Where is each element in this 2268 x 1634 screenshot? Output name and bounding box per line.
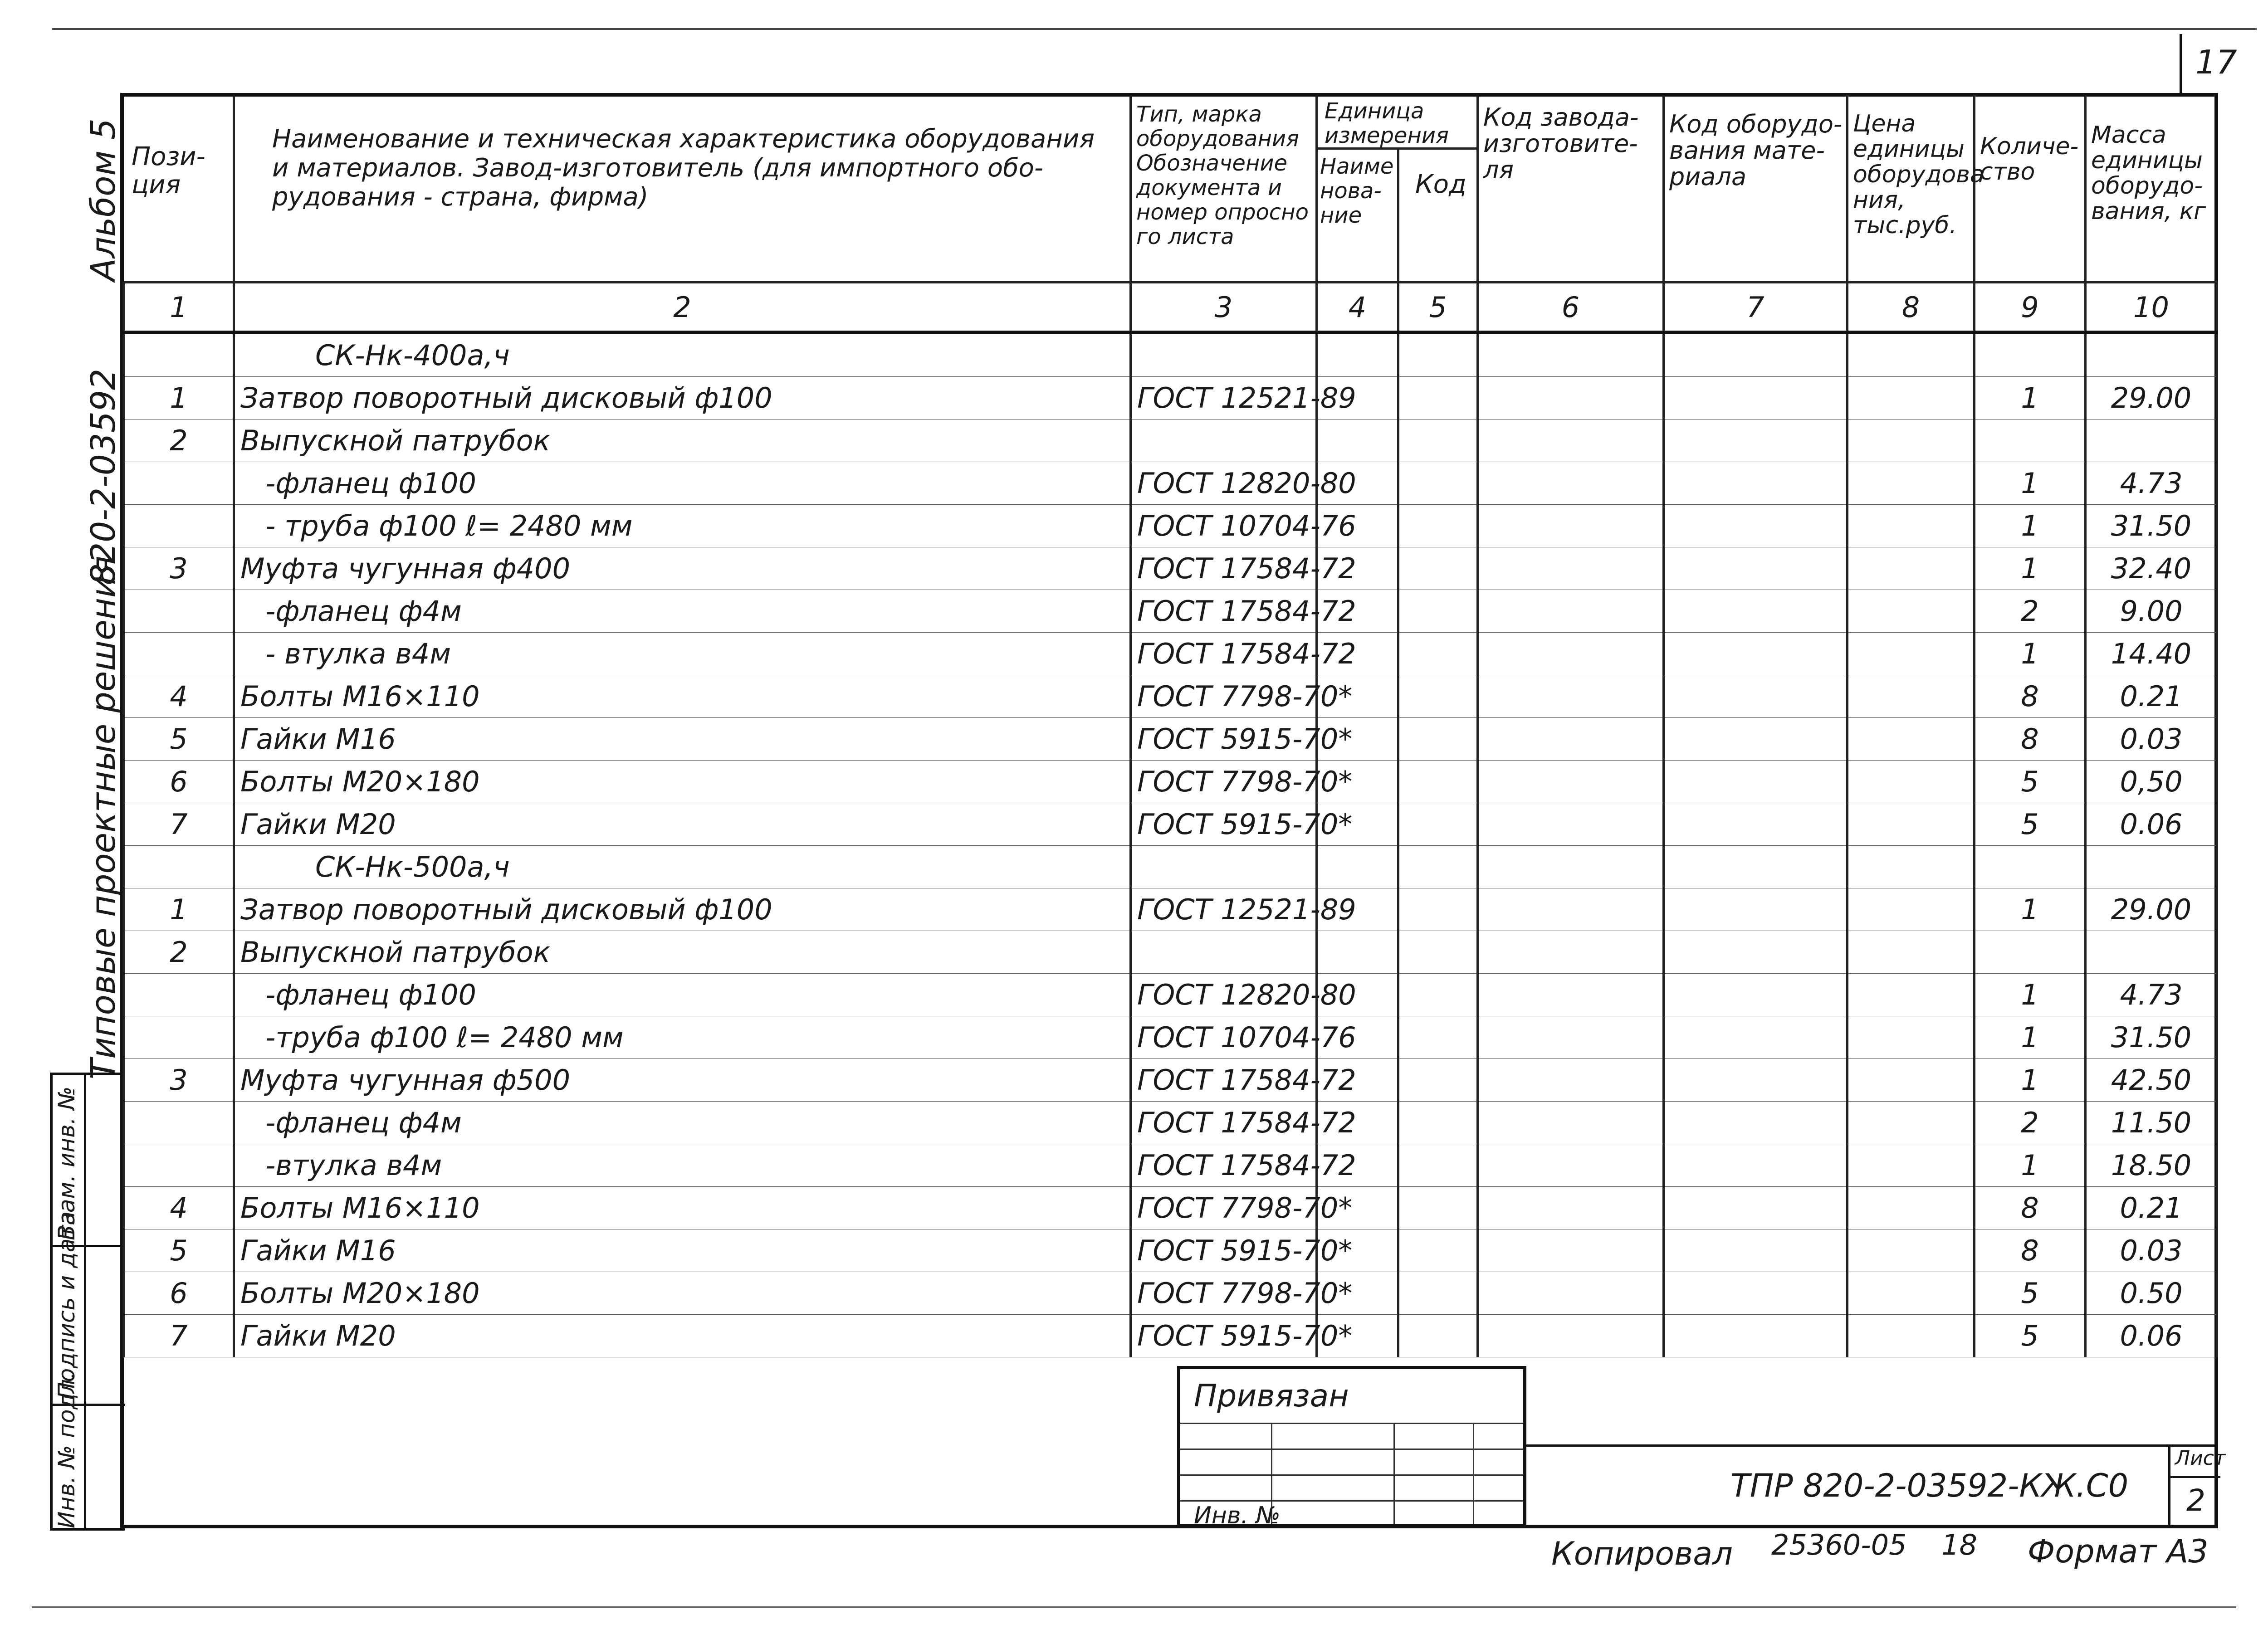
row-name: Болты М20×180 (234, 1272, 1131, 1315)
row-quantity: 1 (1975, 1144, 2086, 1187)
inv-original-label: Инв. № подл. (54, 1372, 80, 1528)
empty-cell (1478, 888, 1664, 931)
empty-cell (1478, 1187, 1664, 1229)
column-number-row (124, 283, 2217, 333)
row-name: Гайки М16 (234, 1229, 1131, 1272)
empty-cell (1398, 846, 1478, 888)
row-quantity: 1 (1975, 547, 2086, 590)
row-document (1131, 419, 1317, 462)
empty-cell (1398, 803, 1478, 846)
table-row (124, 1187, 2217, 1229)
empty-cell (1664, 590, 1848, 633)
row-position: 3 (124, 547, 234, 590)
row-document: ГОСТ 7798-70* (1131, 675, 1317, 718)
row-position (124, 590, 234, 633)
row-name: -втулка в4м (234, 1144, 1131, 1187)
empty-cell (1848, 1272, 1975, 1315)
row-document: ГОСТ 12521-89 (1131, 377, 1317, 419)
row-name: Болты М16×110 (234, 1187, 1131, 1229)
row-position: 4 (124, 675, 234, 718)
row-position (124, 633, 234, 675)
row-position: 6 (124, 761, 234, 803)
header-factory-code: Код завода- изготовите- ля (1483, 103, 1639, 184)
table-row (124, 1016, 2217, 1059)
row-name: Затвор поворотный дисковый ф100 (234, 888, 1131, 931)
empty-cell (1317, 419, 1398, 462)
colnum: 2 (234, 283, 1131, 333)
row-quantity: 8 (1975, 1229, 2086, 1272)
row-position: 2 (124, 419, 234, 462)
row-quantity: 5 (1975, 803, 2086, 846)
project-code: 820-2-03592 (84, 368, 123, 585)
empty-cell (1398, 1272, 1478, 1315)
header-position: Пози- ция (132, 142, 205, 200)
empty-cell (1398, 462, 1478, 505)
empty-cell (1478, 1016, 1664, 1059)
header-mass: Масса единицы оборудо- вания, кг (2091, 122, 2206, 225)
row-name: Болты М20×180 (234, 761, 1131, 803)
row-mass: 29.00 (2086, 377, 2217, 419)
header-unit-code: Код (1415, 170, 1466, 199)
row-position: 5 (124, 1229, 234, 1272)
empty-cell (1398, 332, 1478, 377)
row-position: 4 (124, 1187, 234, 1229)
row-document: ГОСТ 17584-72 (1131, 547, 1317, 590)
document-designation: ТПР 820-2-03592-КЖ.С0 (1730, 1467, 2129, 1504)
row-document: ГОСТ 12521-89 (1131, 888, 1317, 931)
table-row (124, 888, 2217, 931)
row-quantity: 1 (1975, 1016, 2086, 1059)
row-quantity: 5 (1975, 1315, 2086, 1357)
footer-order: 25360-05 (1771, 1528, 1907, 1561)
row-document: ГОСТ 12820-80 (1131, 462, 1317, 505)
row-mass: 0.06 (2086, 803, 2217, 846)
sheet-number: 2 (2186, 1483, 2205, 1518)
row-name: СК-Нк-500а,ч (234, 846, 1131, 888)
empty-cell (1478, 633, 1664, 675)
empty-cell (1478, 332, 1664, 377)
row-name: -фланец ф100 (234, 462, 1131, 505)
empty-cell (1478, 1102, 1664, 1144)
empty-cell (1848, 803, 1975, 846)
row-mass (2086, 332, 2217, 377)
row-document: ГОСТ 5915-70* (1131, 718, 1317, 761)
empty-cell (1478, 1315, 1664, 1357)
empty-cell (1478, 1272, 1664, 1315)
empty-cell (1317, 846, 1398, 888)
row-quantity: 2 (1975, 1102, 2086, 1144)
row-name: Выпускной патрубок (234, 419, 1131, 462)
empty-cell (1664, 1272, 1848, 1315)
empty-cell (1664, 931, 1848, 974)
empty-cell (1848, 888, 1975, 931)
empty-cell (1317, 931, 1398, 974)
table-row (124, 974, 2217, 1016)
table-row (124, 1315, 2217, 1357)
signature-date-label: Подпись и дата (54, 1211, 80, 1399)
row-name: Выпускной патрубок (234, 931, 1131, 974)
empty-cell (1664, 675, 1848, 718)
row-quantity: 1 (1975, 377, 2086, 419)
row-quantity: 8 (1975, 718, 2086, 761)
table-row (124, 590, 2217, 633)
empty-cell (1848, 718, 1975, 761)
empty-cell (1398, 1144, 1478, 1187)
table-row (124, 547, 2217, 590)
empty-cell (1398, 377, 1478, 419)
row-document: ГОСТ 5915-70* (1131, 1229, 1317, 1272)
header-type: Тип, марка оборудования Обозначение документа и номер опросно го листа (1136, 102, 1309, 249)
empty-cell (1848, 547, 1975, 590)
row-name: -труба ф100 ℓ= 2480 мм (234, 1016, 1131, 1059)
empty-cell (1478, 675, 1664, 718)
empty-cell (1317, 332, 1398, 377)
table-row (124, 1059, 2217, 1102)
colnum: 1 (124, 283, 234, 333)
table-row (124, 633, 2217, 675)
empty-cell (1664, 419, 1848, 462)
footer-order-number: 18 (1941, 1528, 1977, 1561)
empty-cell (1664, 547, 1848, 590)
row-mass (2086, 931, 2217, 974)
table-row (124, 675, 2217, 718)
row-document: ГОСТ 17584-72 (1131, 633, 1317, 675)
empty-cell (1398, 1315, 1478, 1357)
table-row (124, 761, 2217, 803)
empty-cell (1848, 377, 1975, 419)
row-name: Болты М16×110 (234, 675, 1131, 718)
empty-cell (1664, 803, 1848, 846)
row-name: Гайки М16 (234, 718, 1131, 761)
table-row (124, 846, 2217, 888)
empty-cell (1848, 1102, 1975, 1144)
row-document: ГОСТ 17584-72 (1131, 590, 1317, 633)
strip-divider (84, 1073, 86, 1531)
row-position: 1 (124, 377, 234, 419)
row-mass: 11.50 (2086, 1102, 2217, 1144)
row-position: 7 (124, 1315, 234, 1357)
row-document: ГОСТ 7798-70* (1131, 1272, 1317, 1315)
specification-table (122, 281, 2218, 1357)
empty-cell (1478, 1059, 1664, 1102)
row-quantity: 1 (1975, 505, 2086, 547)
table-row (124, 419, 2217, 462)
table-row (124, 1102, 2217, 1144)
colnum: 6 (1478, 283, 1664, 333)
empty-cell (1848, 332, 1975, 377)
colnum: 4 (1317, 283, 1398, 333)
empty-cell (1478, 1144, 1664, 1187)
row-document (1131, 931, 1317, 974)
empty-cell (1398, 675, 1478, 718)
row-name: СК-Нк-400а,ч (234, 332, 1131, 377)
row-quantity (1975, 846, 2086, 888)
row-mass: 0.03 (2086, 1229, 2217, 1272)
binding-stamp-title: Привязан (1194, 1378, 1349, 1414)
empty-cell (1848, 1229, 1975, 1272)
footer-format: Формат А3 (2028, 1533, 2209, 1570)
row-position (124, 974, 234, 1016)
empty-cell (1478, 846, 1664, 888)
empty-cell (1398, 718, 1478, 761)
row-mass: 0.21 (2086, 1187, 2217, 1229)
sheet-box (2168, 1444, 2226, 1527)
row-mass: 4.73 (2086, 462, 2217, 505)
empty-cell (1848, 462, 1975, 505)
empty-cell (1478, 974, 1664, 1016)
empty-cell (1478, 1229, 1664, 1272)
row-mass: 0.03 (2086, 718, 2217, 761)
empty-cell (1848, 505, 1975, 547)
colnum: 3 (1131, 283, 1317, 333)
empty-cell (1848, 974, 1975, 1016)
empty-cell (1664, 888, 1848, 931)
empty-cell (1664, 1229, 1848, 1272)
empty-cell (1848, 675, 1975, 718)
row-document (1131, 846, 1317, 888)
row-name: -фланец ф4м (234, 590, 1131, 633)
row-document: ГОСТ 10704-76 (1131, 505, 1317, 547)
empty-cell (1664, 718, 1848, 761)
empty-cell (1398, 1059, 1478, 1102)
empty-cell (1398, 1229, 1478, 1272)
row-mass: 32.40 (2086, 547, 2217, 590)
row-quantity: 1 (1975, 974, 2086, 1016)
row-mass (2086, 846, 2217, 888)
row-document: ГОСТ 17584-72 (1131, 1102, 1317, 1144)
empty-cell (1848, 1016, 1975, 1059)
colnum: 7 (1664, 283, 1848, 333)
empty-cell (1478, 505, 1664, 547)
page-number: 17 (2195, 43, 2237, 81)
empty-cell (1848, 590, 1975, 633)
table-row (124, 462, 2217, 505)
colnum: 8 (1848, 283, 1975, 333)
row-mass: 0.06 (2086, 1315, 2217, 1357)
table-row (124, 1272, 2217, 1315)
row-name: Гайки М20 (234, 1315, 1131, 1357)
empty-cell (1398, 633, 1478, 675)
row-quantity: 8 (1975, 1187, 2086, 1229)
empty-cell (1848, 1187, 1975, 1229)
row-position (124, 505, 234, 547)
header-equipment-code: Код оборудо- вания мате- риала (1669, 110, 1843, 191)
empty-cell (1664, 1187, 1848, 1229)
empty-cell (1848, 1144, 1975, 1187)
row-quantity: 1 (1975, 633, 2086, 675)
colnum: 9 (1975, 283, 2086, 333)
colnum: 5 (1398, 283, 1478, 333)
row-name: Затвор поворотный дисковый ф100 (234, 377, 1131, 419)
row-mass: 29.00 (2086, 888, 2217, 931)
header-quantity: Количе- ство (1980, 133, 2079, 185)
empty-cell (1664, 1059, 1848, 1102)
empty-cell (1664, 505, 1848, 547)
row-document: ГОСТ 12820-80 (1131, 974, 1317, 1016)
row-quantity: 8 (1975, 675, 2086, 718)
empty-cell (1848, 846, 1975, 888)
empty-cell (1398, 505, 1478, 547)
row-name: -фланец ф4м (234, 1102, 1131, 1144)
empty-cell (1664, 332, 1848, 377)
row-quantity: 5 (1975, 1272, 2086, 1315)
footer-copied: Копировал (1551, 1535, 1733, 1572)
row-mass: 9.00 (2086, 590, 2217, 633)
empty-cell (1398, 590, 1478, 633)
table-row (124, 1229, 2217, 1272)
table-row (124, 931, 2217, 974)
row-document: ГОСТ 10704-76 (1131, 1016, 1317, 1059)
row-name: - труба ф100 ℓ= 2480 мм (234, 505, 1131, 547)
table-row (124, 803, 2217, 846)
empty-cell (1664, 974, 1848, 1016)
empty-cell (1478, 419, 1664, 462)
empty-cell (1398, 1016, 1478, 1059)
empty-cell (1398, 888, 1478, 931)
empty-cell (1478, 803, 1664, 846)
empty-cell (1398, 974, 1478, 1016)
row-document: ГОСТ 5915-70* (1131, 1315, 1317, 1357)
bottom-rule (32, 1606, 2236, 1608)
row-mass: 4.73 (2086, 974, 2217, 1016)
header-price: Цена единицы оборудова ния, тыс.руб. (1853, 110, 1984, 239)
row-quantity: 1 (1975, 888, 2086, 931)
empty-cell (1664, 846, 1848, 888)
row-position (124, 332, 234, 377)
empty-cell (1664, 1102, 1848, 1144)
table-row (124, 377, 2217, 419)
empty-cell (1398, 761, 1478, 803)
table-row (124, 718, 2217, 761)
row-mass (2086, 419, 2217, 462)
row-name: - втулка в4м (234, 633, 1131, 675)
empty-cell (1478, 590, 1664, 633)
row-mass: 31.50 (2086, 505, 2217, 547)
empty-cell (1664, 1144, 1848, 1187)
row-mass: 42.50 (2086, 1059, 2217, 1102)
table-row (124, 505, 2217, 547)
empty-cell (1398, 931, 1478, 974)
empty-cell (1478, 547, 1664, 590)
row-position (124, 462, 234, 505)
row-position: 5 (124, 718, 234, 761)
empty-cell (1664, 462, 1848, 505)
row-quantity: 1 (1975, 462, 2086, 505)
row-name: -фланец ф100 (234, 974, 1131, 1016)
row-position (124, 1102, 234, 1144)
row-mass: 31.50 (2086, 1016, 2217, 1059)
empty-cell (1478, 761, 1664, 803)
row-position: 7 (124, 803, 234, 846)
row-position: 2 (124, 931, 234, 974)
empty-cell (1478, 377, 1664, 419)
header-unit-group: Единица измерения (1325, 98, 1449, 148)
colnum: 10 (2086, 283, 2217, 333)
empty-cell (1848, 1315, 1975, 1357)
empty-cell (1664, 761, 1848, 803)
inv-number-label: Инв. № (1194, 1502, 1281, 1529)
row-position: 1 (124, 888, 234, 931)
row-document: ГОСТ 17584-72 (1131, 1059, 1317, 1102)
row-quantity (1975, 332, 2086, 377)
empty-cell (1664, 1016, 1848, 1059)
empty-cell (1848, 1059, 1975, 1102)
replaced-inv-label: Взам. инв. № (54, 1086, 80, 1240)
empty-cell (1398, 419, 1478, 462)
row-name: Муфта чугунная ф400 (234, 547, 1131, 590)
row-quantity (1975, 931, 2086, 974)
row-name: Муфта чугунная ф500 (234, 1059, 1131, 1102)
empty-cell (1848, 633, 1975, 675)
row-mass: 0.21 (2086, 675, 2217, 718)
top-rule (52, 28, 2257, 30)
row-document: ГОСТ 17584-72 (1131, 1144, 1317, 1187)
row-quantity: 5 (1975, 761, 2086, 803)
album-label: Альбом 5 (84, 118, 123, 281)
empty-cell (1664, 633, 1848, 675)
row-position (124, 1016, 234, 1059)
empty-cell (1478, 718, 1664, 761)
row-document: ГОСТ 7798-70* (1131, 761, 1317, 803)
row-quantity (1975, 419, 2086, 462)
row-mass: 0.50 (2086, 1272, 2217, 1315)
header-unit-name: Наиме нова- ние (1320, 154, 1394, 228)
row-mass: 18.50 (2086, 1144, 2217, 1187)
empty-cell (1664, 377, 1848, 419)
series-label: Типовые проектные решения (84, 556, 123, 1079)
row-quantity: 1 (1975, 1059, 2086, 1102)
empty-cell (1478, 931, 1664, 974)
row-document (1131, 332, 1317, 377)
row-position (124, 1144, 234, 1187)
sheet-label: Лист (2175, 1447, 2226, 1470)
row-position: 6 (124, 1272, 234, 1315)
empty-cell (1398, 1102, 1478, 1144)
empty-cell (1478, 462, 1664, 505)
row-mass: 0,50 (2086, 761, 2217, 803)
empty-cell (1848, 761, 1975, 803)
empty-cell (1848, 931, 1975, 974)
header-name: Наименование и техническая характеристика оборудования и материалов. Завод-изготовитель (для импортного обо- рудования - страна, фирма) (272, 124, 1095, 212)
table-row (124, 332, 2217, 377)
row-quantity: 2 (1975, 590, 2086, 633)
row-name: Гайки М20 (234, 803, 1131, 846)
row-document: ГОСТ 7798-70* (1131, 1187, 1317, 1229)
empty-cell (1664, 1315, 1848, 1357)
table-row (124, 1144, 2217, 1187)
row-position (124, 846, 234, 888)
binding-stamp (1177, 1366, 1526, 1527)
empty-cell (1398, 547, 1478, 590)
empty-cell (1848, 419, 1975, 462)
row-position: 3 (124, 1059, 234, 1102)
table-header (122, 95, 2216, 281)
empty-cell (1398, 1187, 1478, 1229)
row-mass: 14.40 (2086, 633, 2217, 675)
row-document: ГОСТ 5915-70* (1131, 803, 1317, 846)
